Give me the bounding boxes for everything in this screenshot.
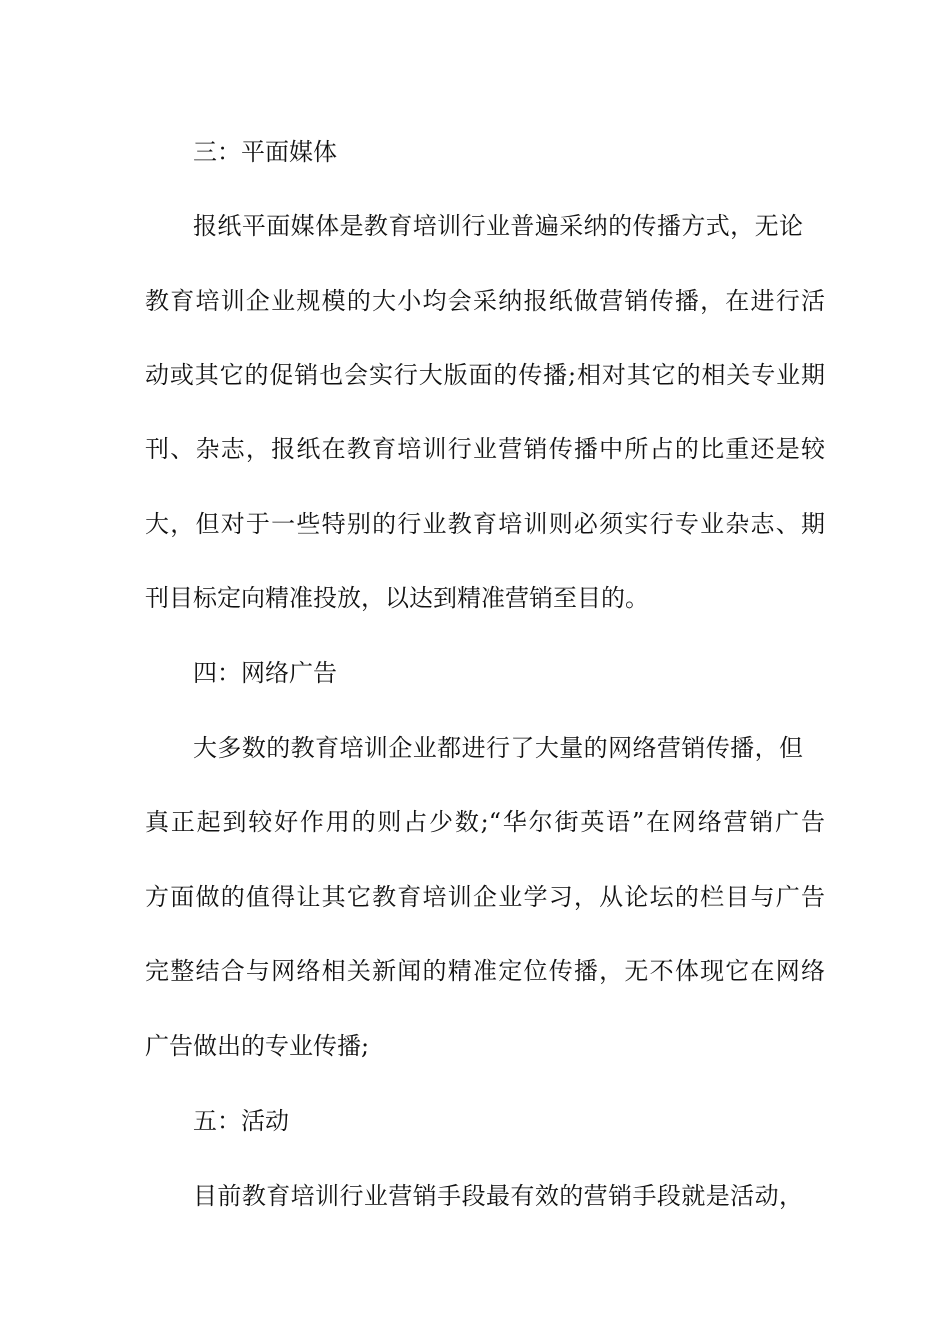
paragraph-line: 大多数的教育培训企业都进行了大量的网络营销传播，但 xyxy=(193,734,803,762)
section-heading-print-media: 三：平面媒体 xyxy=(193,138,337,166)
paragraph-line: 教育培训企业规模的大小均会采纳报纸做营销传播，在进行活 xyxy=(145,287,825,315)
paragraph-line: 真正起到较好作用的则占少数;“华尔街英语”在网络营销广告 xyxy=(145,808,825,836)
paragraph-line: 刊目标定向精准投放，以达到精准营销至目的。 xyxy=(145,584,649,612)
paragraph-line: 目前教育培训行业营销手段最有效的营销手段就是活动， xyxy=(193,1182,803,1210)
paragraph-line: 报纸平面媒体是教育培训行业普遍采纳的传播方式，无论 xyxy=(193,212,803,240)
paragraph-line: 动或其它的促销也会实行大版面的传播;相对其它的相关专业期 xyxy=(145,361,825,389)
paragraph-line: 方面做的值得让其它教育培训企业学习，从论坛的栏目与广告 xyxy=(145,883,825,911)
paragraph-line: 大，但对于一些特别的行业教育培训则必须实行专业杂志、期 xyxy=(145,510,825,538)
section-heading-online-ads: 四：网络广告 xyxy=(193,659,337,687)
section-heading-events: 五：活动 xyxy=(193,1107,289,1135)
paragraph-line: 刊、杂志，报纸在教育培训行业营销传播中所占的比重还是较 xyxy=(145,435,825,463)
paragraph-line: 广告做出的专业传播; xyxy=(145,1032,370,1060)
paragraph-line: 完整结合与网络相关新闻的精准定位传播，无不体现它在网络 xyxy=(145,957,825,985)
